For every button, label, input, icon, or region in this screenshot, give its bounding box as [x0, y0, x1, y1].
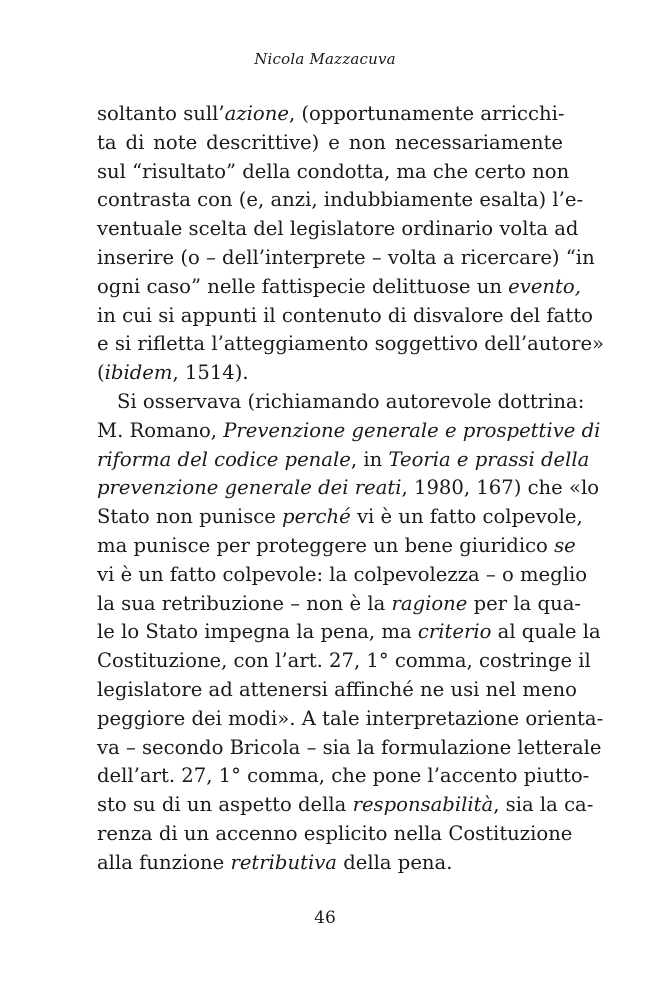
text-run: della pena. — [336, 850, 453, 874]
text-line — [97, 129, 563, 158]
paragraph — [97, 100, 605, 388]
running-header: Nicola Mazzacuva — [254, 50, 396, 68]
text-run: alla funzione — [97, 850, 231, 874]
text-run: al quale la — [491, 620, 601, 644]
italic-text: azione — [224, 102, 289, 125]
text-run: , 1514). — [172, 361, 249, 385]
text-line — [97, 734, 602, 763]
body-text — [97, 100, 605, 878]
text-run: , (opportunamente arricchi- — [288, 102, 565, 125]
text-line — [97, 388, 585, 417]
text-run: ma punisce per proteggere un bene giuridico — [97, 533, 555, 557]
text-run: e si rifletta l’atteggiamento soggettivo dell’autore» — [97, 332, 605, 356]
italic-text: criterio — [417, 620, 492, 644]
text-run: soltanto sull’ — [97, 102, 225, 125]
text-line — [97, 215, 579, 244]
text-line — [97, 503, 583, 532]
text-line — [97, 417, 601, 446]
italic-text: evento, — [508, 274, 581, 298]
text-run: in cui si appunti il contenuto di disvalore del fatto — [97, 303, 593, 327]
text-line — [97, 273, 581, 302]
text-run: per la qua- — [467, 591, 581, 615]
text-run: ogni caso” nelle fattispecie delittuose un — [97, 274, 509, 298]
text-run: , sia la ca- — [493, 793, 594, 817]
page-number: 46 — [314, 908, 336, 928]
text-run: renza di un accenno esplicito nella Costituzione — [97, 821, 573, 845]
text-run: Si osservava (richiamando autorevole dottrina: — [117, 389, 585, 413]
text-run: M. Romano, — [97, 418, 224, 442]
text-line — [97, 618, 601, 647]
text-line — [97, 359, 563, 388]
text-line — [97, 186, 584, 215]
italic-text: ragione — [391, 591, 468, 615]
text-run: ( — [97, 361, 105, 385]
text-line — [97, 532, 576, 561]
text-run: , in — [350, 447, 389, 471]
text-line — [97, 676, 577, 705]
text-line — [97, 820, 573, 849]
text-line — [97, 647, 591, 676]
text-run: peggiore dei modi». A tale interpretazione orienta- — [97, 706, 604, 730]
text-run: dell’art. 27, 1° comma, che pone l’accento piutto- — [97, 764, 590, 788]
italic-text: prevenzione generale dei reati — [97, 476, 402, 500]
text-run: ventuale scelta del legislatore ordinario volta ad — [97, 217, 579, 241]
text-run: ta di note descrittive) e non necessariamente — [97, 130, 563, 154]
text-line — [97, 705, 604, 734]
text-run: la sua retribuzione – non è la — [97, 591, 392, 615]
text-line — [97, 244, 595, 273]
italic-text: retributiva — [230, 850, 337, 874]
text-run: sto su di un aspetto della — [97, 793, 353, 817]
text-line — [97, 762, 590, 791]
text-run: Stato non punisce — [97, 505, 283, 529]
text-line — [97, 849, 563, 878]
text-run: sul “risultato” della condotta, ma che certo non — [97, 159, 570, 183]
text-line — [97, 590, 581, 619]
text-line — [97, 446, 590, 475]
text-run: vi è un fatto colpevole, — [350, 505, 583, 529]
text-line — [97, 791, 594, 820]
text-line — [97, 561, 588, 590]
italic-text: ibidem — [104, 361, 173, 385]
italic-text: riforma del codice penale — [97, 447, 351, 471]
text-line — [97, 302, 593, 331]
text-run: contrasta con (e, anzi, indubbiamente esalta) l’e- — [97, 188, 584, 212]
text-run: legislatore ad attenersi affinché ne usi nel meno — [97, 677, 577, 701]
italic-text: se — [554, 533, 576, 557]
text-run: , 1980, 167) che «lo — [401, 476, 600, 500]
italic-text: perché — [282, 505, 351, 529]
text-run: le lo Stato impegna la pena, ma — [97, 620, 418, 644]
text-run: va – secondo Bricola – sia la formulazione letterale — [97, 735, 602, 759]
text-run: Costituzione, con l’art. 27, 1° comma, costringe il — [97, 649, 591, 673]
italic-text: Prevenzione generale e prospettive di — [223, 418, 601, 442]
text-run: vi è un fatto colpevole: la colpevolezza – o meglio — [97, 562, 588, 586]
paragraph — [97, 388, 604, 878]
text-line — [97, 100, 563, 129]
text-line — [97, 474, 600, 503]
text-run: inserire (o – dell’interprete – volta a ricercare) “in — [97, 245, 595, 269]
italic-text: responsabilità — [352, 793, 494, 817]
italic-text: Teoria e prassi della — [388, 447, 590, 471]
text-line — [97, 330, 605, 359]
text-line — [97, 158, 570, 187]
